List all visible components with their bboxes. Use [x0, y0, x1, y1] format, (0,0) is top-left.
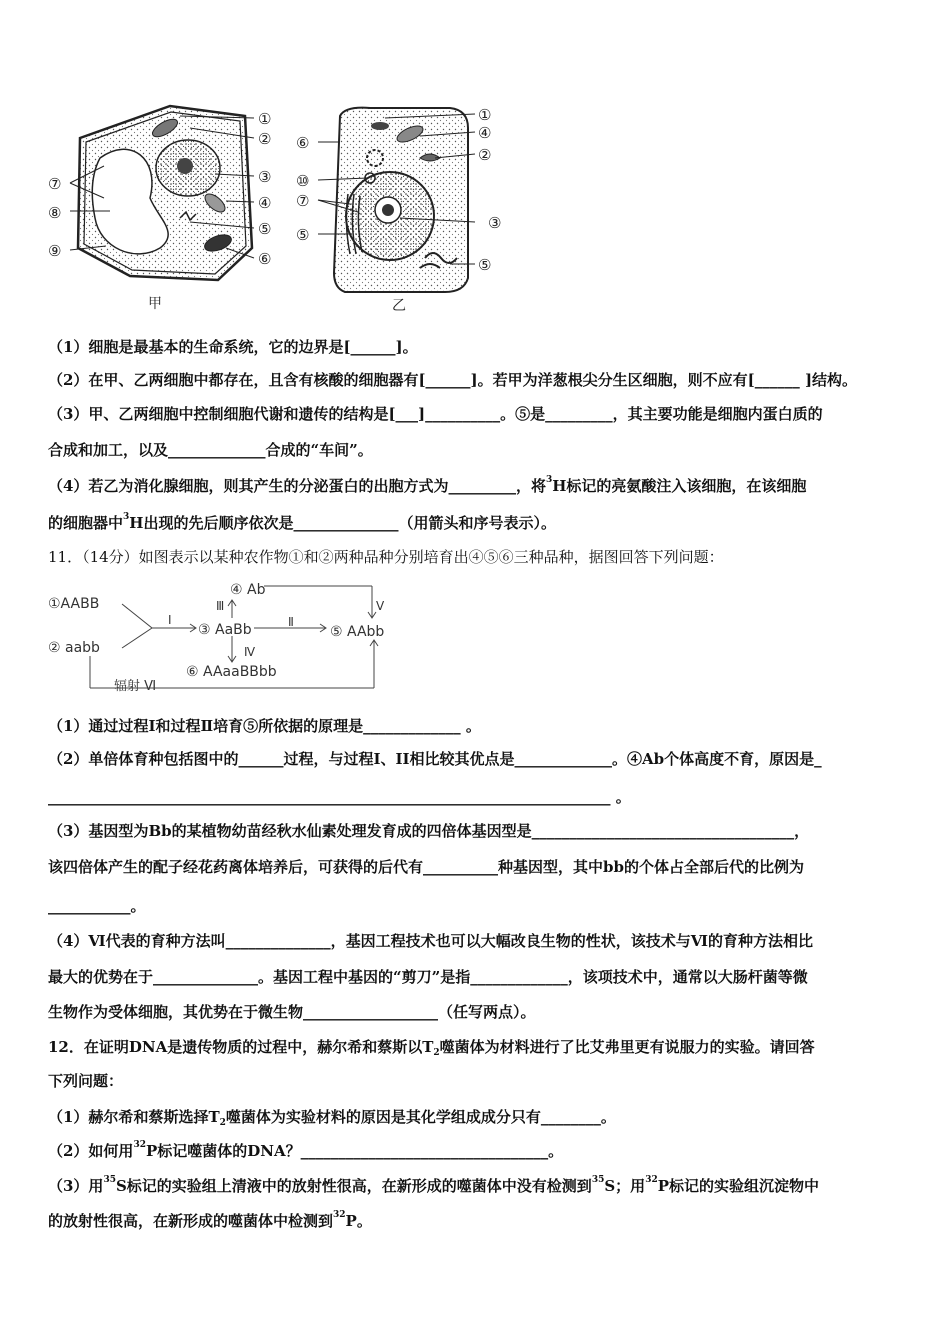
node-2-aabb: ② aabb: [48, 640, 100, 656]
q10-part4-line1: [48, 475, 806, 497]
plant-marker-4: ④: [258, 194, 272, 212]
animal-cell-label: 乙: [392, 298, 406, 314]
q10-part3-line2: 合成和加工，以及_____________合成的“车间”。: [48, 441, 373, 459]
cell-diagram-figure: [40, 98, 520, 320]
animal-marker-7: ⑦: [296, 192, 310, 210]
node-3-aabb: ③ AaBb: [198, 622, 252, 638]
q11-part4-line1: （4）Ⅵ代表的育种方法叫______________，基因工程技术也可以大幅改良生物的性状，该技术与Ⅵ的育种方法相比: [48, 932, 813, 950]
node-6-aaaabbbb: ⑥ AAaaBBbb: [186, 664, 277, 680]
q12-p3b-sup: 32: [333, 1210, 346, 1220]
q12-p3a-text4: P标记的实验组沉淀物中: [657, 1177, 819, 1195]
q12-p3a-sup1: 35: [103, 1175, 116, 1185]
plant-marker-9: ⑨: [48, 242, 62, 260]
node-1-aabb: ①AABB: [48, 596, 100, 612]
q12-stem-line2: 下列问题：: [48, 1072, 124, 1090]
q12-p3b-text1: 的放射性很高，在新形成的噬菌体中检测到: [48, 1212, 334, 1230]
animal-marker-5-left: ⑤: [296, 226, 310, 244]
plant-cell-jia: [78, 106, 252, 280]
node-5-aabb: ⑤ AAbb: [330, 624, 385, 640]
animal-marker-1: ①: [478, 106, 492, 124]
q12-p2-sup: 32: [133, 1140, 146, 1150]
q12-p2-text2: P标记噬菌体的DNA？_________________________________。: [145, 1142, 564, 1160]
q10-part2: （2）在甲、乙两细胞中都存在，且含有核酸的细胞器有[______]。若甲为洋葱根尖分生区细胞，则不应有[______ ]结构。: [48, 371, 858, 389]
plant-marker-2: ②: [258, 130, 272, 148]
q12-part3-line1: [48, 1175, 819, 1197]
q12-p1-text1: （1）赫尔希和蔡斯选择T: [48, 1108, 220, 1126]
q11-part3-line1: （3）基因型为Bb的某植物幼苗经秋水仙素处理发育成的四倍体基因型是___________________________________，: [48, 822, 810, 840]
q12-p1-sub: 2: [219, 1118, 226, 1128]
plant-marker-7: ⑦: [48, 175, 62, 193]
q10-p4b-text1: 的细胞器中: [48, 514, 124, 532]
step-6-label: 辐射 Ⅵ: [114, 679, 157, 694]
q12-stem-line1: [48, 1036, 815, 1058]
q12-p3a-sup3: 32: [645, 1175, 658, 1185]
q11-part4-line3: 生物作为受体细胞，其优势在于微生物__________________（任写两点）。: [48, 1003, 536, 1021]
q11-part2-line2: ___________________________________________________________________________ 。: [48, 788, 631, 806]
q12-p3a-sup2: 35: [591, 1175, 605, 1185]
q11-stem: 11．（14分）如图表示以某种农作物①和②两种品种分别培育出④⑤⑥三种品种，据图回答下列问题：: [48, 548, 724, 566]
q10-part3-line1: （3）甲、乙两细胞中控制细胞代谢和遗传的结构是[___]__________。⑤是_________，其主要功能是细胞内蛋白质的: [48, 405, 823, 423]
animal-marker-4: ④: [478, 124, 492, 142]
q12-p3a-text1: （3）用: [48, 1177, 104, 1195]
q12-stem-text2: 噬菌体为材料进行了比艾弗里更有说服力的实验。请回答: [439, 1038, 815, 1056]
q10-part1: （1）细胞是最基本的生命系统，它的边界是[______]。: [48, 338, 418, 356]
q12-stem-sub: 2: [433, 1048, 440, 1058]
q10-p4b-text2: H出现的先后顺序依次是______________（用箭头和序号表示）。: [129, 514, 556, 532]
q12-part2: [48, 1140, 563, 1162]
node-4-ab: ④ Ab: [230, 582, 266, 598]
q12-p3a-text3: S；用: [604, 1177, 646, 1195]
step-4-label: Ⅳ: [244, 645, 256, 659]
breeding-diagram: [44, 576, 424, 694]
q11-part3-line3: ___________。: [48, 897, 146, 915]
q11-part3-line2: 该四倍体产生的配子经花药离体培养后，可获得的后代有__________种基因型，其中bb的个体占全部后代的比例为: [48, 858, 804, 876]
animal-marker-3: ③: [488, 214, 502, 232]
step-3-label: Ⅲ: [216, 599, 225, 613]
plant-marker-1: ①: [258, 110, 272, 128]
q12-stem-text1: 12．在证明DNA是遗传物质的过程中，赫尔希和蔡斯以T: [48, 1038, 434, 1056]
plant-marker-8: ⑧: [48, 204, 62, 222]
q10-part4-line2: [48, 512, 556, 534]
q10-p4b-sup: 3: [123, 512, 130, 522]
q11-part4-line2: 最大的优势在于______________。基因工程中基因的“剪刀”是指_____________，该项技术中，通常以大肠杆菌等微: [48, 968, 808, 986]
q11-part1: （1）通过过程Ⅰ和过程Ⅱ培育⑤所依据的原理是_____________ 。: [48, 717, 481, 735]
q11-part2-line1: （2）单倍体育种包括图中的______过程，与过程I、II相比较其优点是_____________。④Ab个体高度不育，原因是_: [48, 750, 822, 768]
q12-p1-text2: 噬菌体为实验材料的原因是其化学组成成分只有________。: [225, 1108, 616, 1126]
plant-cell-label: 甲: [148, 296, 162, 312]
q12-p3a-text2: S标记的实验组上清液中的放射性很高，在新形成的噬菌体中没有检测到: [115, 1177, 592, 1195]
step-5-label: Ⅴ: [376, 599, 385, 613]
q10-p4a-text1: （4）若乙为消化腺细胞，则其产生的分泌蛋白的出胞方式为_________，将: [48, 477, 546, 495]
q12-p2-text1: （2）如何用: [48, 1142, 134, 1160]
animal-marker-2: ②: [478, 146, 492, 164]
q12-part3-line2: [48, 1210, 372, 1232]
animal-marker-5-right: ⑤: [478, 256, 492, 274]
animal-marker-6: ⑥: [296, 134, 310, 152]
step-1-label: Ⅰ: [168, 613, 172, 627]
plant-marker-5: ⑤: [258, 220, 272, 238]
q12-part1: [48, 1106, 616, 1128]
animal-cell-yi: [334, 108, 468, 292]
plant-marker-3: ③: [258, 168, 272, 186]
q10-p4a-sup: 3: [545, 475, 553, 485]
q10-p4a-text2: H标记的亮氨酸注入该细胞，在该细胞: [552, 477, 807, 495]
step-2-label: Ⅱ: [288, 615, 294, 629]
q12-p3b-text2: P。: [345, 1212, 372, 1230]
plant-marker-6: ⑥: [258, 250, 272, 268]
animal-marker-10: ⑩: [296, 172, 310, 190]
